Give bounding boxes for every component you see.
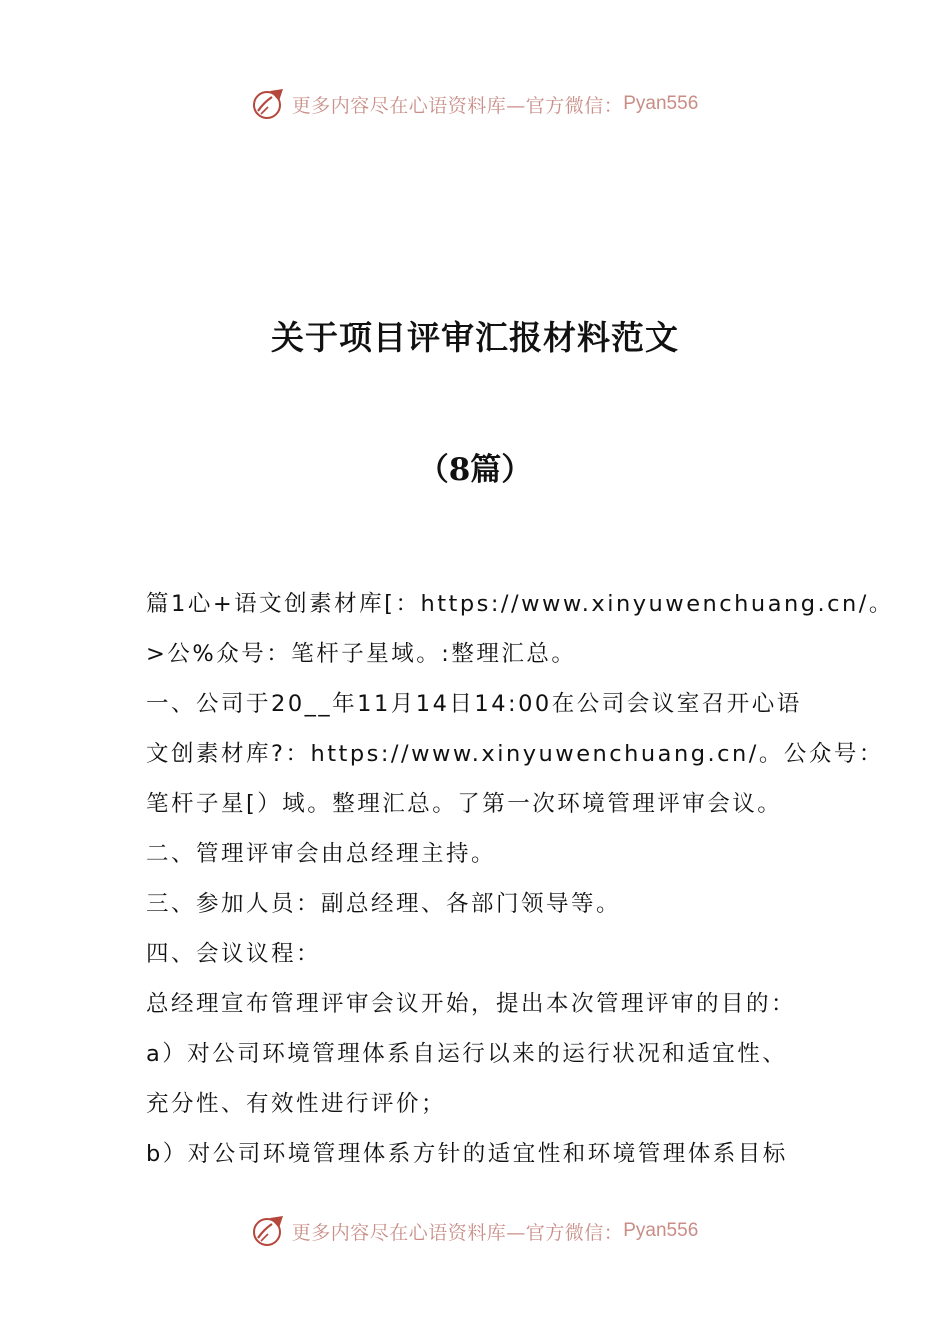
document-title: 关于项目评审汇报材料范文 xyxy=(271,318,679,357)
document-body xyxy=(146,583,894,1183)
pen-logo-icon xyxy=(252,1214,286,1248)
body-line: 一、公司于20__年11月14日14:00在公司会议室召开心语 xyxy=(146,691,802,717)
watermark-footer xyxy=(0,1211,950,1251)
body-line: 二、管理评审会由总经理主持。 xyxy=(146,841,497,867)
body-line: 笔杆子星[）域。整理汇总。了第一次环境管理评审会议。 xyxy=(146,791,783,817)
watermark-wechat-id: Pyan556 xyxy=(623,93,699,114)
body-line: a）对公司环境管理体系自运行以来的运行状况和适宜性、 xyxy=(146,1041,788,1067)
body-line: b）对公司环境管理体系方针的适宜性和环境管理体系目标 xyxy=(146,1141,788,1167)
body-line: 四、会议议程： xyxy=(146,941,322,967)
watermark-wechat-id: Pyan556 xyxy=(623,1220,699,1241)
watermark-text: 更多内容尽在心语资料库—官方微信： xyxy=(291,94,624,117)
body-line: 充分性、有效性进行评价； xyxy=(146,1091,447,1117)
body-line: 总经理宣布管理评审会议开始，提出本次管理评审的目的： xyxy=(146,991,797,1017)
body-line: 篇1心+语文创素材库[：https://www.xinyuwenchuang.cn/。 xyxy=(146,591,894,617)
document-subtitle: （8篇） xyxy=(417,452,533,488)
body-line: >公%众号：笔杆子星域。:整理汇总。 xyxy=(146,641,577,667)
watermark-header xyxy=(0,84,950,124)
body-line: 三、参加人员：副总经理、各部门领导等。 xyxy=(146,891,622,917)
body-line: 文创素材库?：https://www.xinyuwenchuang.cn/。公众号： xyxy=(146,741,884,767)
pen-logo-icon xyxy=(252,87,286,121)
watermark-text: 更多内容尽在心语资料库—官方微信： xyxy=(291,1221,624,1244)
